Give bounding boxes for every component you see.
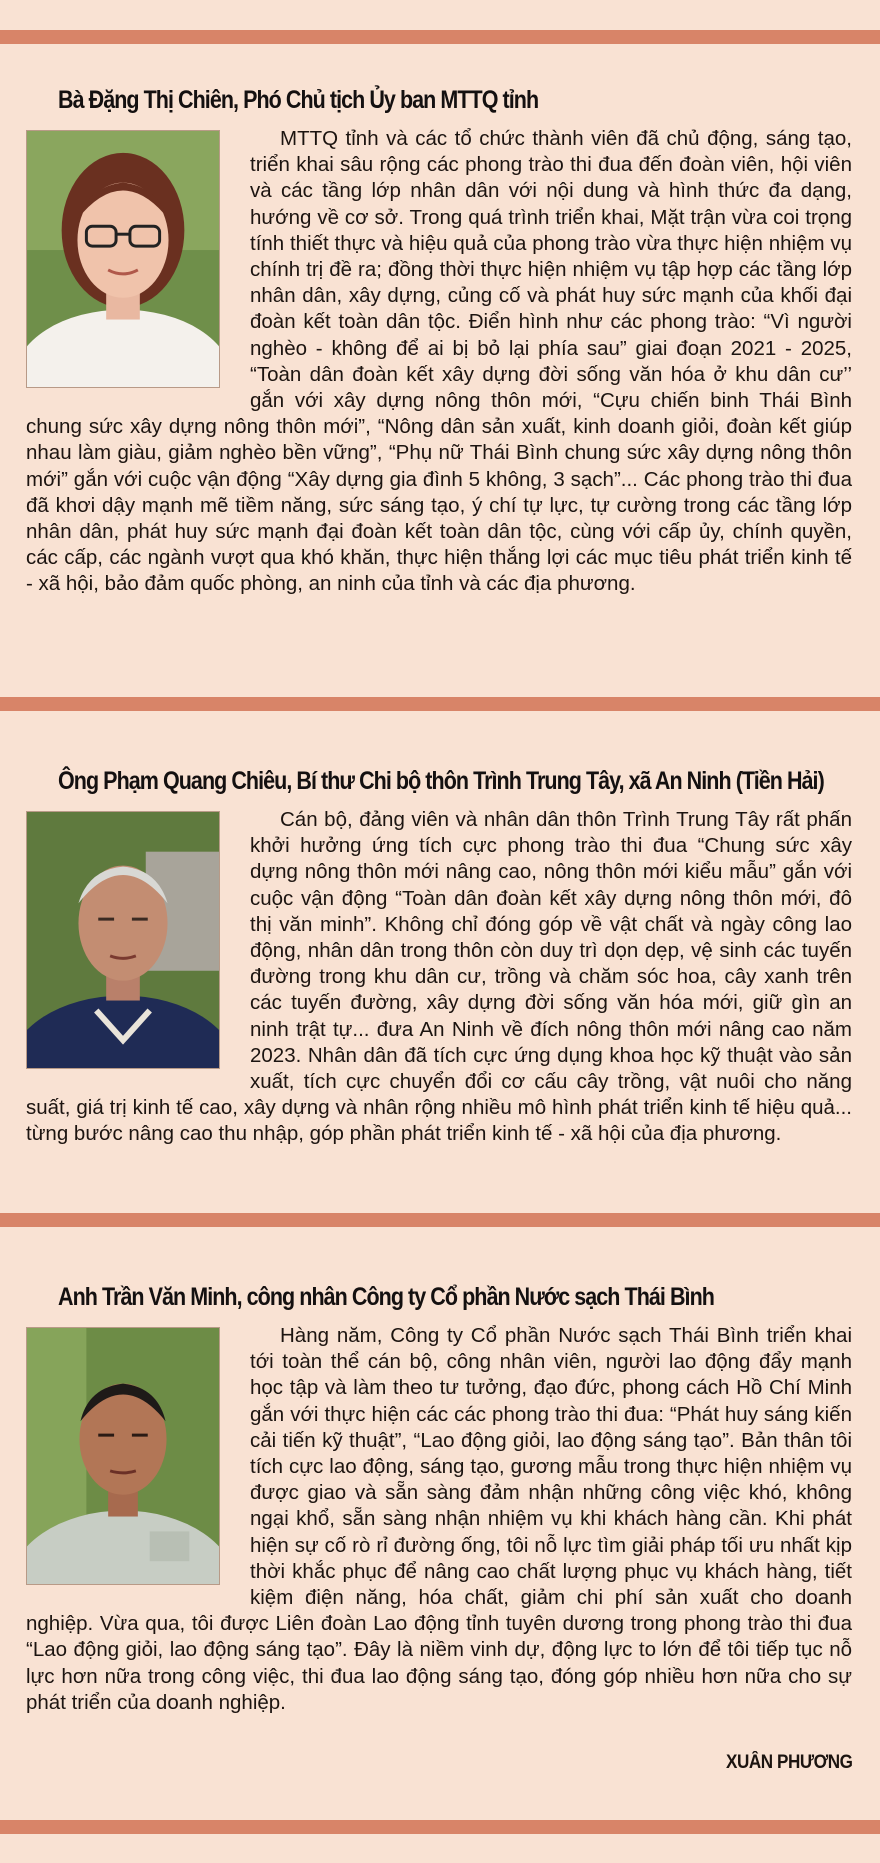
- worker-portrait-image: [27, 1328, 219, 1584]
- testimony-section-2: [26, 765, 852, 1148]
- top-divider: [0, 30, 880, 44]
- divider-1: [0, 697, 880, 711]
- section-body-text: Hàng năm, Công ty Cổ phần Nước sạch Thái Bình triển khai tới toàn thể cán bộ, công nhân viên, người lao động đẩy mạnh học tập và làm theo tư tưởng, đạo đức, phong cách Hồ Chí Minh gắn với thực hiện các các phong trào thi đua: “Phát huy sáng kiến cải tiến kỹ thuật”, “Lao động giỏi, lao động sáng tạo”. Bản thân tôi tích cực lao động, sáng tạo, gương mẫu trong thực hiện nhiệm vụ được giao và sẵn sàng đảm nhận những công việc khó, không ngại khổ, sẵn sàng nhận nhiệm vụ khi khách hàng cần. Khi phát hiện sự cố rò rỉ đường ống, tôi nỗ lực tìm giải pháp tối ưu nhất kịp thời khắc phục để nâng cao chất lượng phục vụ khách hàng, tiết kiệm điện năng, hóa chất, giảm chi phí sản xuất cho doanh nghiệp. Vừa qua, tôi được Liên đoàn Lao động tỉnh tuyên dương trong phong trào thi đua “Lao động giỏi, lao động sáng tạo”. Đây là niềm vinh dự, động lực to lớn để tôi tiếp tục nỗ lực hơn nữa trong công việc, thi đua lao động sáng tạo, đóng góp nhiều hơn nữa cho sự phát triển của doanh nghiệp.: [26, 1324, 852, 1714]
- older-man-portrait-image: [27, 812, 219, 1068]
- section-body: [26, 1323, 852, 1716]
- portrait-photo: [26, 1327, 220, 1585]
- section-body: [26, 126, 852, 598]
- section-heading: Anh Trần Văn Minh, công nhân Công ty Cổ phần Nước sạch Thái Bình: [58, 1283, 714, 1311]
- divider-2: [0, 1213, 880, 1227]
- woman-portrait-image: [27, 131, 219, 387]
- portrait-photo: [26, 130, 220, 388]
- section-body-text: Cán bộ, đảng viên và nhân dân thôn Trình Trung Tây rất phấn khởi hưởng ứng tích cực phong trào thi đua “Chung sức xây dựng nông thôn mới nâng cao, nông thôn mới kiểu mẫu” gắn với cuộc vận động “Toàn dân đoàn kết xây dựng nông thôn mới, đô thị văn minh”. Không chỉ đóng góp về vật chất và ngày công lao động, nhân dân trong thôn còn duy trì dọn dẹp, vệ sinh các tuyến đường trong khu dân cư, trồng và chăm sóc hoa, cây xanh trên các tuyến đường, xây dựng đời sống văn hóa mới, giữ gìn an ninh trật tự... đưa An Ninh về đích nông thôn mới nâng cao năm 2023. Nhân dân đã tích cực ứng dụng khoa học kỹ thuật vào sản xuất, tích cực chuyển đổi cơ cấu cây trồng, vật nuôi cho năng suất, giá trị kinh tế cao, xây dựng và nhân rộng nhiều mô hình phát triển kinh tế hiệu quả... từng bước nâng cao thu nhập, góp phần phát triển kinh tế - xã hội của địa phương.: [26, 808, 852, 1146]
- portrait-photo: [26, 811, 220, 1069]
- section-heading: Ông Phạm Quang Chiêu, Bí thư Chi bộ thôn Trình Trung Tây, xã An Ninh (Tiền Hải): [58, 767, 824, 795]
- bottom-divider: [0, 1820, 880, 1834]
- testimony-section-1: [26, 84, 852, 598]
- author-signature: XUÂN PHƯƠNG: [725, 1752, 852, 1773]
- section-body-text: MTTQ tỉnh và các tổ chức thành viên đã chủ động, sáng tạo, triển khai sâu rộng các phong trào thi đua đến đoàn viên, hội viên và các tầng lớp nhân dân với nội dung và hình thức đa dạng, hướng về cơ sở. Trong quá trình triển khai, Mặt trận vừa coi trọng tính thiết thực và hiệu quả của phong trào vừa thực hiện nhiệm vụ chính trị đề ra; đồng thời thực hiện nhiệm vụ tập hợp các tầng lớp nhân dân, xây dựng, củng cố và phát huy sức mạnh của khối đại đoàn kết toàn dân tộc. Điển hình như các phong trào: “Vì người nghèo - không để ai bị bỏ lại phía sau” giai đoạn 2021 - 2025, “Toàn dân đoàn kết xây dựng đời sống văn hóa ở khu dân cư’’ gắn với xây dựng nông thôn mới, “Cựu chiến binh Thái Bình chung sức xây dựng nông thôn mới”, “Nông dân sản xuất, kinh doanh giỏi, đoàn kết giúp nhau làm giàu, giảm nghèo bền vững”, “Phụ nữ Thái Bình chung sức xây dựng nông thôn mới” gắn với cuộc vận động “Xây dựng gia đình 5 không, 3 sạch”... Các phong trào thi đua đã khơi dậy mạnh mẽ tiềm năng, sức sáng tạo, ý chí tự lực, tự cường trong các tầng lớp nhân dân, phát huy sức mạnh đại đoàn kết toàn dân tộc, cùng với cấp ủy, chính quyền, các cấp, các ngành vượt qua khó khăn, thực hiện thắng lợi các mục tiêu phát triển kinh tế - xã hội, bảo đảm quốc phòng, an ninh của tỉnh và các địa phương.: [26, 127, 852, 596]
- section-heading: Bà Đặng Thị Chiên, Phó Chủ tịch Ủy ban MTTQ tỉnh: [58, 86, 539, 114]
- section-body: [26, 807, 852, 1148]
- testimony-section-3: [26, 1281, 852, 1716]
